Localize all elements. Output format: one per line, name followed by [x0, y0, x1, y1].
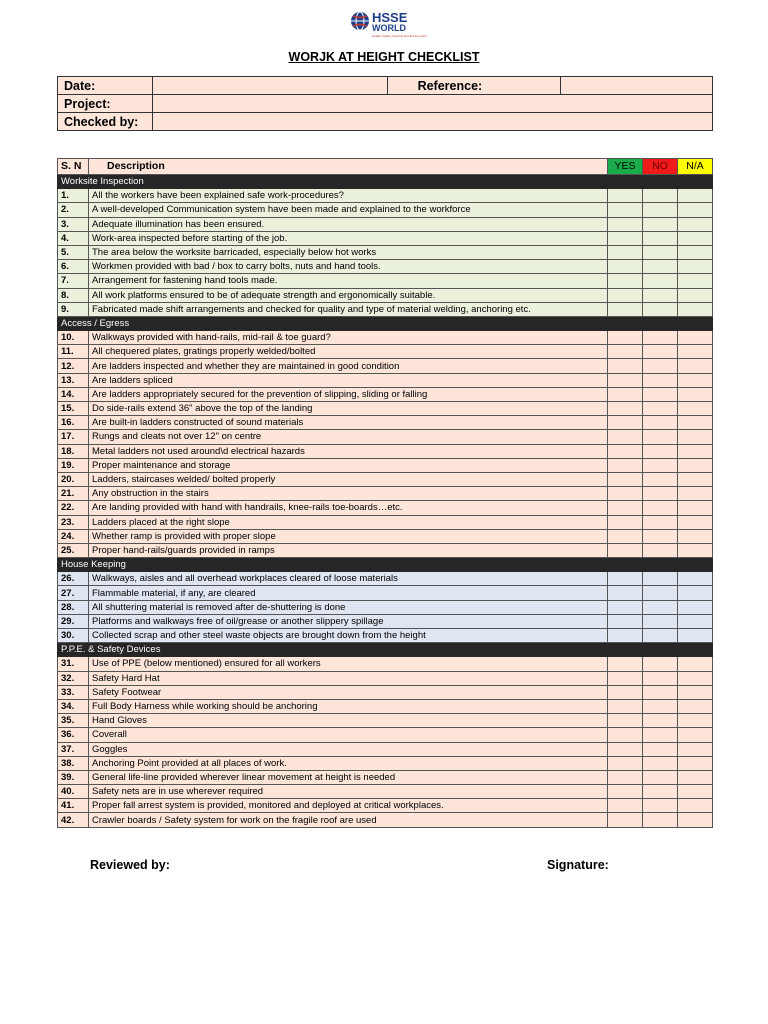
checkbox-na[interactable] [678, 472, 713, 486]
checkbox-yes[interactable] [608, 345, 643, 359]
item-description: Are built-in ladders constructed of sound materials [89, 416, 608, 430]
item-description: Are ladders inspected and whether they are maintained in good condition [89, 359, 608, 373]
checkbox-no[interactable] [643, 699, 678, 713]
item-description: Whether ramp is provided with proper slope [89, 529, 608, 543]
checkbox-no[interactable] [643, 728, 678, 742]
checklist-row [58, 515, 713, 529]
item-description: Walkways, aisles and all overhead workplaces cleared of loose materials [89, 572, 608, 586]
checkbox-no[interactable] [643, 359, 678, 373]
checklist-body [58, 175, 713, 828]
item-description: All chequered plates, gratings properly welded/bolted [89, 345, 608, 359]
checkbox-yes[interactable] [608, 416, 643, 430]
project-label: Project: [58, 95, 153, 113]
checklist-row [58, 543, 713, 557]
checkbox-na[interactable] [678, 231, 713, 245]
item-description: Coverall [89, 728, 608, 742]
checkbox-na[interactable] [678, 288, 713, 302]
checkbox-yes[interactable] [608, 600, 643, 614]
checkbox-no[interactable] [643, 189, 678, 203]
checklist-row [58, 345, 713, 359]
checklist-row [58, 572, 713, 586]
checkbox-na[interactable] [678, 600, 713, 614]
checkbox-no[interactable] [643, 345, 678, 359]
checkbox-na[interactable] [678, 402, 713, 416]
item-description: Any obstruction in the stairs [89, 487, 608, 501]
checkbox-no[interactable] [643, 515, 678, 529]
checkbox-yes[interactable] [608, 770, 643, 784]
checkbox-no[interactable] [643, 785, 678, 799]
checkbox-na[interactable] [678, 657, 713, 671]
item-description: Workmen provided with bad / box to carry bolts, nuts and hand tools. [89, 260, 608, 274]
checkbox-no[interactable] [643, 614, 678, 628]
item-description: Goggles [89, 742, 608, 756]
checklist-row [58, 487, 713, 501]
checkbox-no[interactable] [643, 444, 678, 458]
item-description: Collected scrap and other steel waste objects are brought down from the height [89, 629, 608, 643]
item-description: Metal ladders not used around\d electrical hazards [89, 444, 608, 458]
checkbox-no[interactable] [643, 217, 678, 231]
checkbox-na[interactable] [678, 529, 713, 543]
item-description: Do side-rails extend 36" above the top of the landing [89, 402, 608, 416]
item-number: 28. [58, 600, 89, 614]
checklist-row [58, 245, 713, 259]
item-number: 18. [58, 444, 89, 458]
checkbox-na[interactable] [678, 629, 713, 643]
logo-tagline: Health, Safety, Security and Environment [372, 34, 427, 38]
checkbox-no[interactable] [643, 799, 678, 813]
section-header [58, 316, 713, 330]
header-row-date [58, 77, 713, 95]
checkbox-na[interactable] [678, 217, 713, 231]
checkbox-yes[interactable] [608, 472, 643, 486]
item-description: Work-area inspected before starting of the job. [89, 231, 608, 245]
checkbox-no[interactable] [643, 770, 678, 784]
checkbox-no[interactable] [643, 373, 678, 387]
checklist-row [58, 501, 713, 515]
checkbox-yes[interactable] [608, 458, 643, 472]
checklist-row [58, 614, 713, 628]
checklist-row [58, 359, 713, 373]
checkbox-na[interactable] [678, 543, 713, 557]
checkbox-yes[interactable] [608, 742, 643, 756]
checkbox-no[interactable] [643, 756, 678, 770]
checklist-row [58, 274, 713, 288]
globe-icon [350, 10, 370, 32]
item-description: Safety Hard Hat [89, 671, 608, 685]
checkbox-no[interactable] [643, 245, 678, 259]
checkbox-yes[interactable] [608, 245, 643, 259]
checkbox-no[interactable] [643, 742, 678, 756]
checkbox-yes[interactable] [608, 785, 643, 799]
checkbox-na[interactable] [678, 728, 713, 742]
header-info-table [57, 76, 713, 131]
item-description: Walkways provided with hand-rails, mid-rail & toe guard? [89, 331, 608, 345]
checkbox-no[interactable] [643, 600, 678, 614]
checkbox-na[interactable] [678, 345, 713, 359]
checkbox-na[interactable] [678, 260, 713, 274]
checklist-row [58, 586, 713, 600]
checkbox-yes[interactable] [608, 302, 643, 316]
checkbox-yes[interactable] [608, 657, 643, 671]
checkbox-no[interactable] [643, 416, 678, 430]
checkbox-na[interactable] [678, 331, 713, 345]
checklist-row [58, 629, 713, 643]
checkbox-yes[interactable] [608, 515, 643, 529]
checkbox-na[interactable] [678, 373, 713, 387]
checklist-row [58, 387, 713, 401]
checklist-row [58, 231, 713, 245]
section-title: Worksite Inspection [58, 175, 713, 189]
item-number: 20. [58, 472, 89, 486]
item-number: 25. [58, 543, 89, 557]
item-description: Proper maintenance and storage [89, 458, 608, 472]
checkbox-na[interactable] [678, 203, 713, 217]
checkbox-no[interactable] [643, 402, 678, 416]
checklist-row [58, 416, 713, 430]
checklist-row [58, 260, 713, 274]
item-description: Are landing provided with hand with handrails, knee-rails toe-boards…etc. [89, 501, 608, 515]
checklist-row [58, 728, 713, 742]
checkbox-na[interactable] [678, 501, 713, 515]
section-header [58, 643, 713, 657]
checkbox-yes[interactable] [608, 671, 643, 685]
checkbox-yes[interactable] [608, 274, 643, 288]
checklist-row [58, 671, 713, 685]
header-row-project [58, 95, 713, 113]
item-description: Hand Gloves [89, 714, 608, 728]
section-title: House Keeping [58, 558, 713, 572]
checklist-row [58, 430, 713, 444]
item-number: 5. [58, 245, 89, 259]
checklist-row [58, 203, 713, 217]
checklist-row [58, 331, 713, 345]
checkbox-no[interactable] [643, 543, 678, 557]
checkbox-na[interactable] [678, 302, 713, 316]
checkbox-na[interactable] [678, 572, 713, 586]
document-title: WORJK AT HEIGHT CHECKLIST [288, 50, 480, 64]
item-number: 23. [58, 515, 89, 529]
section-header [58, 175, 713, 189]
item-description: All work platforms ensured to be of adequate strength and ergonomically suitable. [89, 288, 608, 302]
hsse-world-logo [350, 10, 427, 44]
item-number: 32. [58, 671, 89, 685]
checkbox-no[interactable] [643, 288, 678, 302]
checkbox-no[interactable] [643, 458, 678, 472]
checkbox-yes[interactable] [608, 444, 643, 458]
section-header [58, 558, 713, 572]
item-number: 7. [58, 274, 89, 288]
item-number: 4. [58, 231, 89, 245]
item-description: Fabricated made shift arrangements and checked for quality and type of material welding, anchoring etc. [89, 302, 608, 316]
item-number: 6. [58, 260, 89, 274]
item-description: Ladders placed at the right slope [89, 515, 608, 529]
checkbox-yes[interactable] [608, 359, 643, 373]
item-number: 15. [58, 402, 89, 416]
checkbox-yes[interactable] [608, 501, 643, 515]
date-label: Date: [58, 77, 153, 95]
item-number: 39. [58, 770, 89, 784]
checklist-row [58, 813, 713, 827]
checkbox-na[interactable] [678, 770, 713, 784]
checkbox-yes[interactable] [608, 756, 643, 770]
checkbox-na[interactable] [678, 699, 713, 713]
item-number: 19. [58, 458, 89, 472]
checkbox-yes[interactable] [608, 813, 643, 827]
checkbox-yes[interactable] [608, 629, 643, 643]
checklist-row [58, 742, 713, 756]
checkbox-yes[interactable] [608, 288, 643, 302]
item-number: 40. [58, 785, 89, 799]
item-number: 1. [58, 189, 89, 203]
checkbox-na[interactable] [678, 189, 713, 203]
item-description: Are ladders spliced [89, 373, 608, 387]
checkbox-na[interactable] [678, 671, 713, 685]
checkbox-na[interactable] [678, 586, 713, 600]
item-number: 26. [58, 572, 89, 586]
checkbox-yes[interactable] [608, 189, 643, 203]
checkbox-yes[interactable] [608, 203, 643, 217]
checkbox-no[interactable] [643, 501, 678, 515]
item-number: 16. [58, 416, 89, 430]
checkbox-na[interactable] [678, 714, 713, 728]
item-number: 31. [58, 657, 89, 671]
checkbox-no[interactable] [643, 387, 678, 401]
item-description: Proper fall arrest system is provided, monitored and deployed at critical workplaces. [89, 799, 608, 813]
checkbox-no[interactable] [643, 203, 678, 217]
checklist-row [58, 600, 713, 614]
item-number: 42. [58, 813, 89, 827]
item-description: The area below the worksite barricaded, especially below hot works [89, 245, 608, 259]
item-number: 11. [58, 345, 89, 359]
checkbox-yes[interactable] [608, 430, 643, 444]
checkbox-yes[interactable] [608, 714, 643, 728]
checkbox-yes[interactable] [608, 586, 643, 600]
checkbox-na[interactable] [678, 245, 713, 259]
item-number: 10. [58, 331, 89, 345]
checkbox-na[interactable] [678, 359, 713, 373]
checkbox-na[interactable] [678, 430, 713, 444]
item-number: 17. [58, 430, 89, 444]
item-number: 35. [58, 714, 89, 728]
checkbox-na[interactable] [678, 416, 713, 430]
checkbox-no[interactable] [643, 586, 678, 600]
checkbox-yes[interactable] [608, 487, 643, 501]
project-value-field[interactable] [153, 95, 713, 113]
item-description: Proper hand-rails/guards provided in ramps [89, 543, 608, 557]
checkbox-yes[interactable] [608, 331, 643, 345]
item-number: 30. [58, 629, 89, 643]
checkbox-no[interactable] [643, 472, 678, 486]
checkbox-no[interactable] [643, 231, 678, 245]
item-number: 14. [58, 387, 89, 401]
checkbox-no[interactable] [643, 813, 678, 827]
checkbox-no[interactable] [643, 302, 678, 316]
item-number: 22. [58, 501, 89, 515]
checkbox-yes[interactable] [608, 217, 643, 231]
checkbox-yes[interactable] [608, 799, 643, 813]
header-row-checked-by [58, 113, 713, 131]
checklist-row [58, 714, 713, 728]
checkbox-yes[interactable] [608, 728, 643, 742]
item-number: 3. [58, 217, 89, 231]
item-number: 2. [58, 203, 89, 217]
item-number: 24. [58, 529, 89, 543]
item-description: Anchoring Point provided at all places of work. [89, 756, 608, 770]
checklist-row [58, 699, 713, 713]
checkbox-yes[interactable] [608, 543, 643, 557]
checkbox-no[interactable] [643, 685, 678, 699]
checkbox-yes[interactable] [608, 685, 643, 699]
checklist-row [58, 444, 713, 458]
section-title: P.P.E. & Safety Devices [58, 643, 713, 657]
checklist-row [58, 302, 713, 316]
item-description: A well-developed Communication system have been made and explained to the workforce [89, 203, 608, 217]
checklist-row [58, 373, 713, 387]
checkbox-no[interactable] [643, 714, 678, 728]
column-header-yes: YES [608, 159, 643, 175]
checkbox-na[interactable] [678, 274, 713, 288]
item-number: 13. [58, 373, 89, 387]
checked-by-label: Checked by: [58, 113, 153, 131]
reference-value-field[interactable] [560, 77, 712, 95]
date-value-field[interactable] [153, 77, 387, 95]
checklist-row [58, 657, 713, 671]
checkbox-yes[interactable] [608, 387, 643, 401]
checkbox-yes[interactable] [608, 614, 643, 628]
checkbox-no[interactable] [643, 572, 678, 586]
checkbox-na[interactable] [678, 813, 713, 827]
checklist-row [58, 217, 713, 231]
checklist-row [58, 472, 713, 486]
item-description: Safety nets are in use wherever required [89, 785, 608, 799]
checkbox-na[interactable] [678, 756, 713, 770]
checkbox-yes[interactable] [608, 529, 643, 543]
item-number: 12. [58, 359, 89, 373]
item-description: Rungs and cleats not over 12" on centre [89, 430, 608, 444]
checklist-row [58, 756, 713, 770]
checkbox-na[interactable] [678, 444, 713, 458]
item-number: 8. [58, 288, 89, 302]
item-description: All the workers have been explained safe work-procedures? [89, 189, 608, 203]
checkbox-na[interactable] [678, 387, 713, 401]
column-header-description: Description [89, 159, 608, 175]
checkbox-na[interactable] [678, 799, 713, 813]
checklist-row [58, 799, 713, 813]
checkbox-no[interactable] [643, 529, 678, 543]
checklist-row [58, 458, 713, 472]
checkbox-yes[interactable] [608, 572, 643, 586]
logo-text-hsse: HSSE [372, 10, 408, 25]
checkbox-no[interactable] [643, 629, 678, 643]
checkbox-yes[interactable] [608, 699, 643, 713]
checklist-row [58, 402, 713, 416]
checkbox-no[interactable] [643, 260, 678, 274]
checked-by-value-field[interactable] [153, 113, 713, 131]
item-number: 27. [58, 586, 89, 600]
item-description: Full Body Harness while working should be anchoring [89, 699, 608, 713]
checkbox-yes[interactable] [608, 231, 643, 245]
checkbox-na[interactable] [678, 742, 713, 756]
checkbox-na[interactable] [678, 614, 713, 628]
checklist-table [57, 158, 713, 828]
item-description: Ladders, staircases welded/ bolted properly [89, 472, 608, 486]
item-description: Safety Footwear [89, 685, 608, 699]
reference-label: Reference: [387, 77, 560, 95]
item-description: Adequate illumination has been ensured. [89, 217, 608, 231]
column-header-na: N/A [678, 159, 713, 175]
item-number: 37. [58, 742, 89, 756]
item-description: General life-line provided wherever linear movement at height is needed [89, 770, 608, 784]
checkbox-na[interactable] [678, 685, 713, 699]
section-title: Access / Egress [58, 316, 713, 330]
checklist-row [58, 288, 713, 302]
item-number: 21. [58, 487, 89, 501]
item-number: 41. [58, 799, 89, 813]
signature-label: Signature: [547, 858, 609, 872]
item-number: 36. [58, 728, 89, 742]
checkbox-no[interactable] [643, 671, 678, 685]
item-description: Flammable material, if any, are cleared [89, 586, 608, 600]
checkbox-no[interactable] [643, 657, 678, 671]
checklist-row [58, 785, 713, 799]
checkbox-na[interactable] [678, 487, 713, 501]
item-description: Use of PPE (below mentioned) ensured for all workers [89, 657, 608, 671]
logo-text-world: WORLD [372, 23, 406, 33]
item-number: 34. [58, 699, 89, 713]
checkbox-yes[interactable] [608, 260, 643, 274]
checkbox-yes[interactable] [608, 402, 643, 416]
checklist-row [58, 189, 713, 203]
checkbox-na[interactable] [678, 785, 713, 799]
checkbox-no[interactable] [643, 487, 678, 501]
reviewed-by-label: Reviewed by: [90, 858, 170, 872]
checklist-row [58, 685, 713, 699]
item-description: Are ladders appropriately secured for the prevention of slipping, sliding or falling [89, 387, 608, 401]
checkbox-no[interactable] [643, 430, 678, 444]
checklist-row [58, 770, 713, 784]
checkbox-na[interactable] [678, 458, 713, 472]
checkbox-no[interactable] [643, 274, 678, 288]
checklist-header-row [58, 159, 713, 175]
item-description: Crawler boards / Safety system for work on the fragile roof are used [89, 813, 608, 827]
item-number: 33. [58, 685, 89, 699]
item-number: 9. [58, 302, 89, 316]
item-number: 29. [58, 614, 89, 628]
column-header-sn: S. N [58, 159, 89, 175]
checkbox-yes[interactable] [608, 373, 643, 387]
item-description: Platforms and walkways free of oil/grease or another slippery spillage [89, 614, 608, 628]
item-description: Arrangement for fastening hand tools made. [89, 274, 608, 288]
checkbox-na[interactable] [678, 515, 713, 529]
column-header-no: NO [643, 159, 678, 175]
checkbox-no[interactable] [643, 331, 678, 345]
item-number: 38. [58, 756, 89, 770]
checklist-row [58, 529, 713, 543]
item-description: All shuttering material is removed after de-shuttering is done [89, 600, 608, 614]
